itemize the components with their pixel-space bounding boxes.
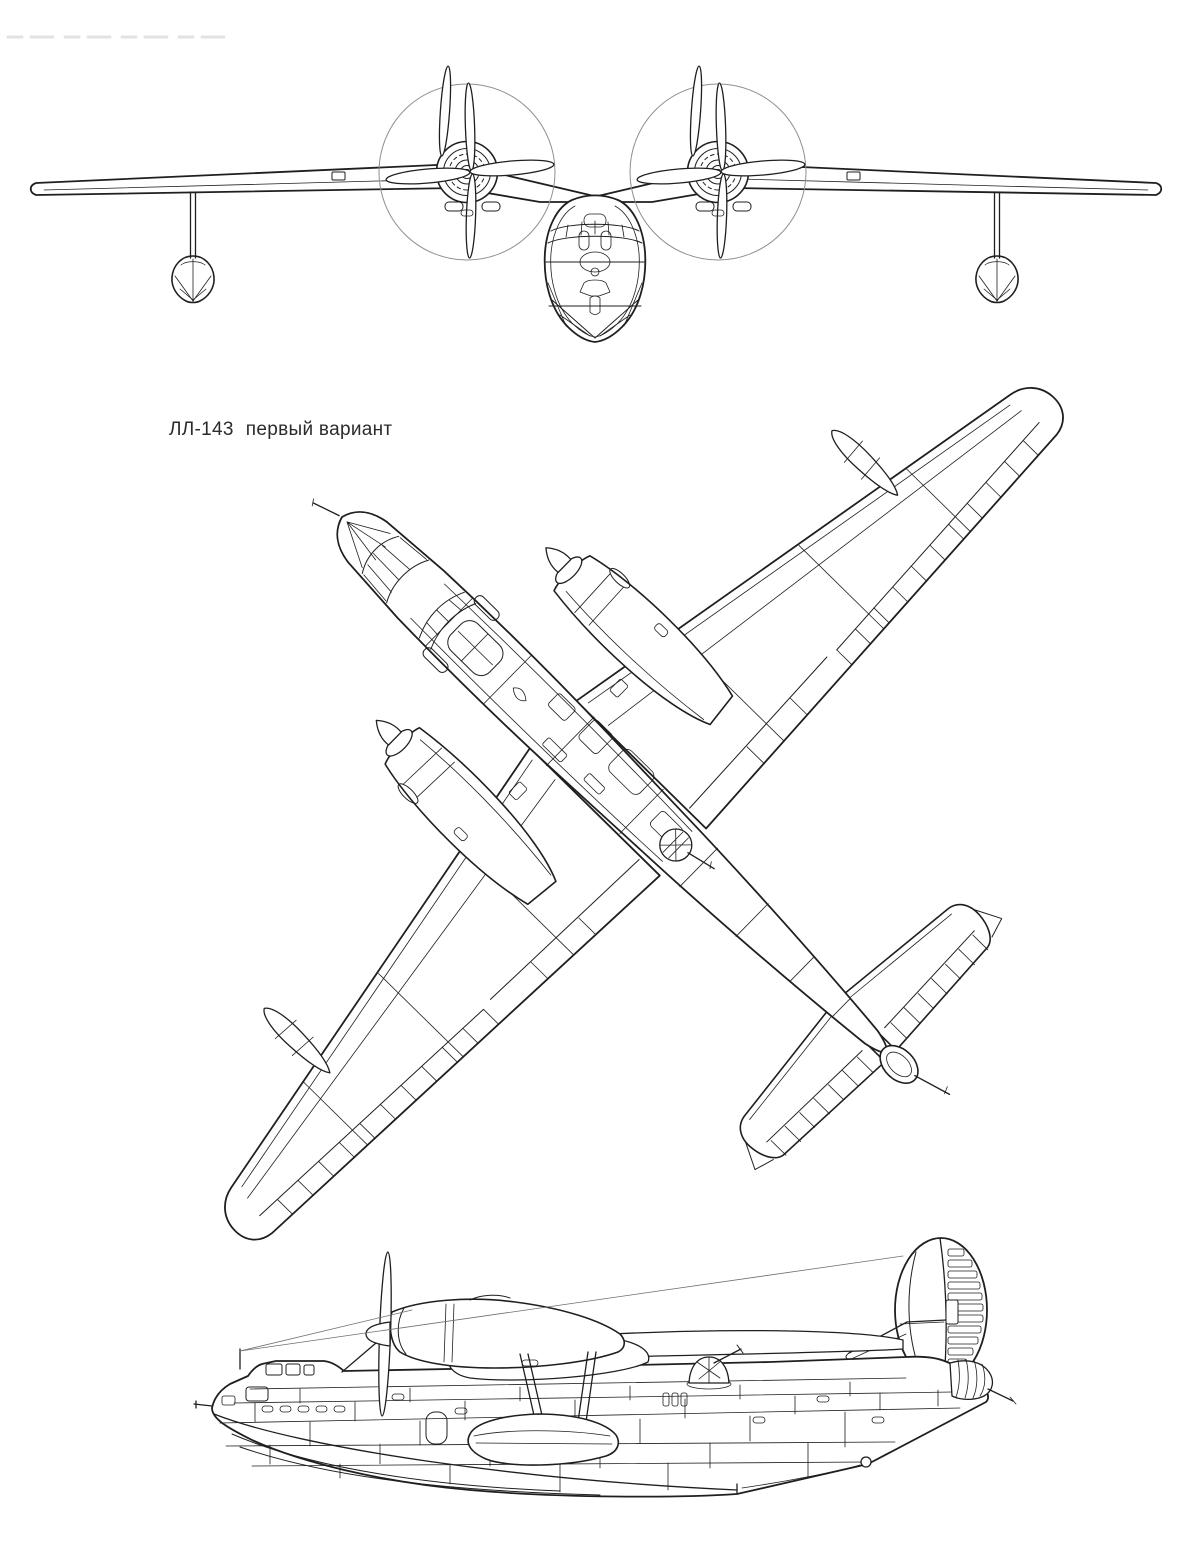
rudder-tab [946,1300,958,1324]
hull-cross-section [545,196,646,343]
right-engine-front [630,66,806,260]
caption-variant: первый вариант [245,419,393,440]
tail-bumper [861,1457,871,1467]
side-view-drawing [194,1238,1016,1497]
wingtip-float-side [468,1414,618,1465]
nose-gun-side [194,1401,212,1408]
nose-gun [314,497,340,522]
engine-nacelle-side [390,1295,624,1368]
left-float-front [172,192,214,303]
right-float-front [976,192,1018,303]
tail-turret-plan [873,1036,952,1115]
caption-model: ЛЛ-143 [169,419,234,440]
left-engine-front [379,66,555,260]
spinner-side [366,1322,390,1346]
front-view-drawing [31,66,1162,342]
